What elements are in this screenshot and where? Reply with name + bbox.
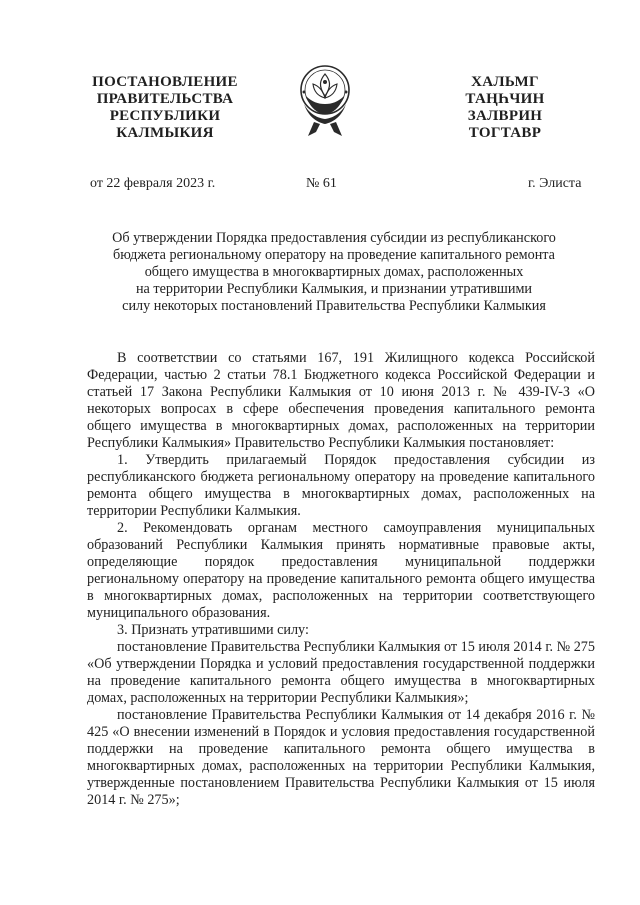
title-line-1: Об утверждении Порядка предоставления субсидии из республиканского	[112, 230, 556, 246]
repealed-act-2-paragraph: постановление Правительства Республики Калмыкия от 14 декабря 2016 г. № 425 «О внесении изменений в Порядок и условия предоставления государственной поддержки на проведение капитального ремонта общего имущества в многоквартирных домах, расположенных на территории Республики Калмыкия, утвержденные постановлением Правительства Республики Калмыкия от 15 июля 2014 г. № 275»;	[87, 707, 595, 808]
title-line-5: силу некоторых постановлений Правительства Республики Калмыкия	[122, 298, 546, 314]
item-2-paragraph: 2. Рекомендовать органам местного самоуправления муниципальных образований Республики Калмыкия принять нормативные правовые акты, определяющие порядок предоставления муниципальной поддержки региональному оператору на проведение капитального ремонта общего имущества в многоквартирных домах, расположенных на территории соответствующего муниципального образования.	[87, 520, 595, 621]
repealed-act-1-paragraph: постановление Правительства Республики Калмыкия от 15 июля 2014 г. № 275 «Об утверждении Порядка и условий предоставления государственной поддержки на проведение капитального ремонта общего имущества в многоквартирных домах, расположенных на территории Республики Калмыкия»;	[87, 639, 595, 706]
header-right-line-2: ТАҢҺЧИН	[465, 91, 545, 107]
document-city: г. Элиста	[528, 176, 582, 191]
header-left-line-4: КАЛМЫКИЯ	[116, 125, 214, 141]
title-line-4: на территории Республики Калмыкия, и признании утратившими	[135, 281, 533, 297]
document-number: № 61	[306, 176, 337, 191]
republic-emblem-icon	[296, 62, 354, 140]
header-right-line-1: ХАЛЬМГ	[471, 74, 539, 90]
title-line-3: общего имущества в многоквартирных домах, расположенных	[144, 264, 524, 280]
header-right-line-4: ТОГТАВР	[468, 125, 542, 141]
header-right-line-3: ЗАЛВРИН	[467, 108, 543, 124]
header-left-line-3: РЕСПУБЛИКИ	[109, 108, 221, 124]
header-kalmyk-title	[445, 74, 565, 142]
document-title	[70, 230, 598, 315]
header-russian-title	[70, 74, 260, 142]
title-line-2: бюджета региональному оператору на проведение капитального ремонта	[113, 247, 555, 263]
header-left-line-1: ПОСТАНОВЛЕНИЕ	[92, 74, 238, 90]
item-1-paragraph: 1. Утвердить прилагаемый Порядок предоставления субсидии из республиканского бюджета региональному оператору на проведение капитального ремонта общего имущества в многоквартирных домах, расположенных на территории Республики Калмыкия.	[87, 452, 595, 519]
document-body	[87, 350, 595, 809]
header-left-line-2: ПРАВИТЕЛЬСТВА	[96, 91, 234, 107]
document-date: от 22 февраля 2023 г.	[90, 176, 216, 191]
item-3-paragraph: 3. Признать утратившими силу:	[117, 622, 309, 638]
preamble-paragraph: В соответствии со статьями 167, 191 Жилищного кодекса Российской Федерации, частью 2 статьи 78.1 Бюджетного кодекса Российской Федерации и статьей 17 Закона Республики Калмыкия от 10 июня 2013 г. № 439-IV-З «О некоторых вопросах в сфере обеспечения проведения капитального ремонта общего имущества в многоквартирных домах, расположенных на территории Республики Калмыкия» Правительство Республики Калмыкия постановляет:	[87, 350, 595, 451]
